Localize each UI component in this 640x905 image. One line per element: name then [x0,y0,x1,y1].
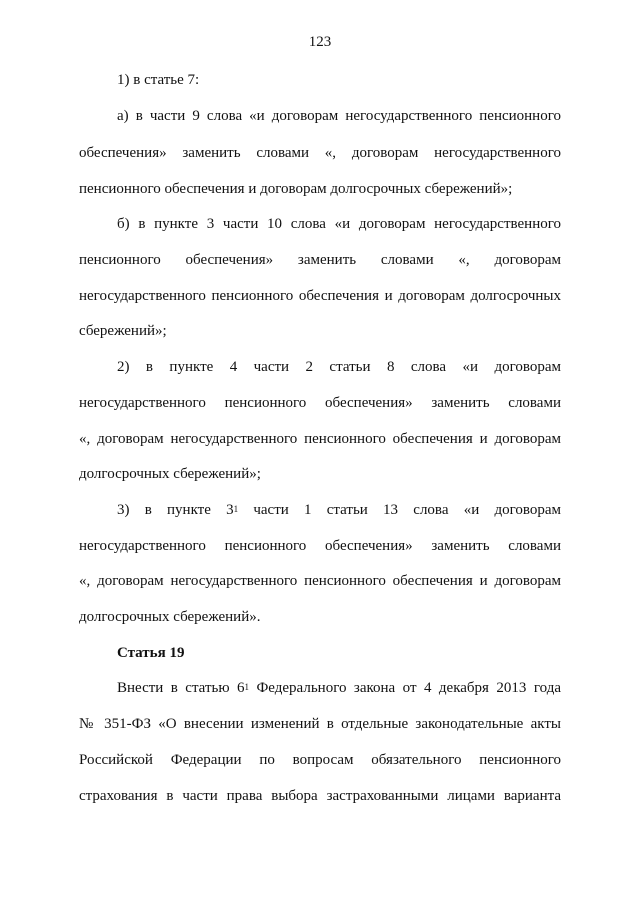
superscript: 1 [233,504,239,514]
text-part: Федерального закона от 4 декабря 2013 года [249,680,561,696]
text-line: пенсионного обеспечения и договорам долгосрочных сбережений»; [79,181,513,197]
text-line: пенсионного обеспечения» заменить словами «, договорам [79,252,561,268]
text-part: Внести в статью 6 [117,680,245,696]
text-line: сбережений»; [79,323,167,339]
page-number: 123 [308,34,332,50]
text-line: обеспечения» заменить словами «, договорам негосударственного [79,145,561,161]
text-line: «, договорам негосударственного пенсионного обеспечения и договорам [79,573,561,589]
superscript: 1 [244,682,249,692]
text-line: б) в пункте 3 части 10 слова «и договорам негосударственного [117,216,561,232]
text-line: страхования в части права выбора застрахованными лицами варианта [79,788,561,804]
text-line: негосударственного пенсионного обеспечения» заменить словами [79,395,561,411]
text-line [117,678,561,698]
list-item-2: 2) в пункте 4 части 2 статьи 8 слова «и договорам [117,359,561,375]
text-line: № 351-ФЗ «О внесении изменений в отдельные законодательные акты [79,716,561,732]
text-line: долгосрочных сбережений»; [79,466,261,482]
text-line: а) в части 9 слова «и договорам негосударственного пенсионного [117,108,561,124]
article-heading: Статья 19 [117,645,185,661]
list-item-1: 1) в статье 7: [117,72,200,88]
text-part: 3) в пункте 3 [117,502,234,518]
text-line: негосударственного пенсионного обеспечения и договорам долгосрочных [79,288,561,304]
list-item-3 [117,500,561,520]
text-line: «, договорам негосударственного пенсионного обеспечения и договорам [79,431,561,447]
text-part: части 1 статьи 13 слова «и договорам [238,502,561,518]
text-line: негосударственного пенсионного обеспечения» заменить словами [79,538,561,554]
text-line: Российской Федерации по вопросам обязательного пенсионного [79,752,561,768]
text-line: долгосрочных сбережений». [79,609,261,625]
